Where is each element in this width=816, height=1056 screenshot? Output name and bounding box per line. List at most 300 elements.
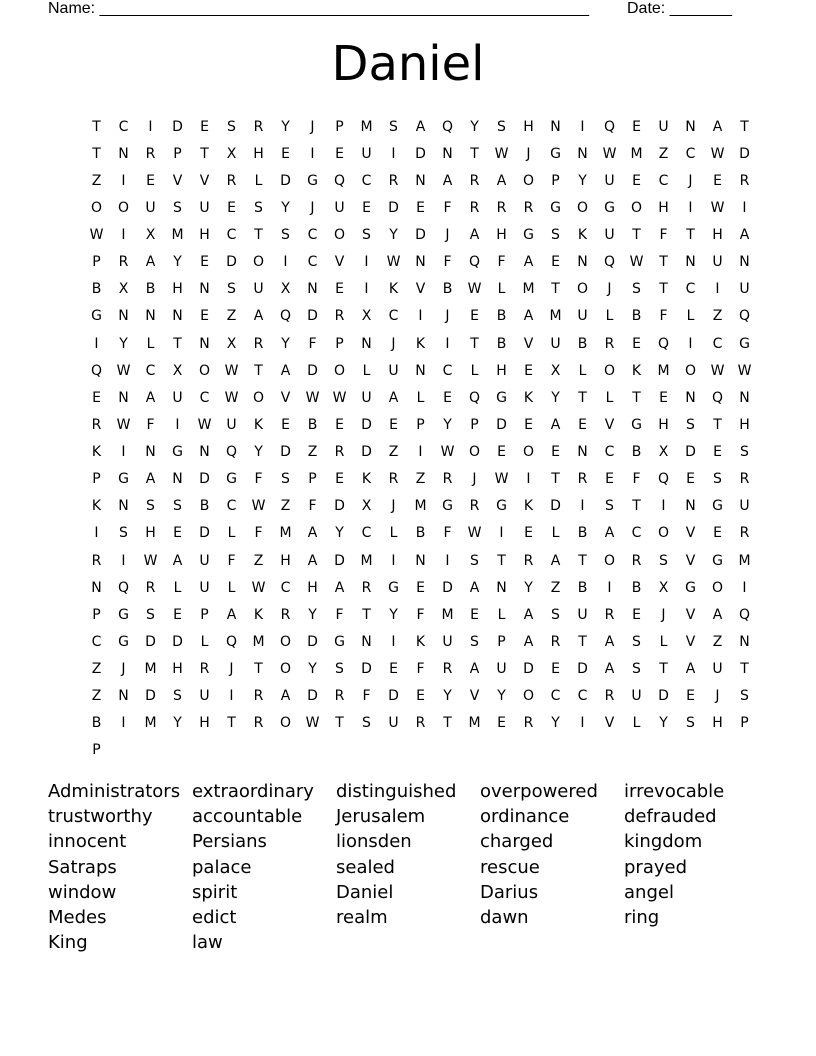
- grid-letter[interactable]: I: [391, 552, 396, 569]
- grid-letter[interactable]: S: [173, 688, 182, 705]
- grid-letter[interactable]: Y: [551, 715, 560, 732]
- grid-letter[interactable]: E: [551, 444, 560, 461]
- grid-letter[interactable]: B: [145, 281, 156, 298]
- grid-letter[interactable]: E: [632, 335, 641, 352]
- grid-letter[interactable]: W: [494, 145, 509, 162]
- grid-letter[interactable]: C: [361, 172, 372, 189]
- grid-letter[interactable]: T: [335, 715, 344, 732]
- grid-letter[interactable]: B: [631, 444, 642, 461]
- grid-letter[interactable]: P: [308, 471, 317, 488]
- grid-letter[interactable]: W: [467, 525, 482, 542]
- grid-letter[interactable]: C: [145, 362, 156, 379]
- grid-letter[interactable]: W: [629, 254, 644, 271]
- grid-letter[interactable]: I: [283, 254, 288, 271]
- grid-letter[interactable]: R: [361, 579, 372, 596]
- grid-letter[interactable]: N: [685, 389, 696, 406]
- grid-letter[interactable]: T: [551, 281, 560, 298]
- grid-letter[interactable]: A: [280, 362, 291, 379]
- grid-letter[interactable]: F: [443, 199, 452, 216]
- grid-letter[interactable]: D: [226, 254, 237, 271]
- grid-letter[interactable]: W: [143, 552, 158, 569]
- grid-letter[interactable]: T: [713, 416, 722, 433]
- grid-letter[interactable]: E: [335, 416, 344, 433]
- grid-letter[interactable]: H: [199, 715, 210, 732]
- grid-letter[interactable]: P: [335, 335, 344, 352]
- grid-letter[interactable]: R: [118, 254, 129, 271]
- grid-letter[interactable]: E: [389, 416, 398, 433]
- grid-letter[interactable]: C: [658, 172, 669, 189]
- grid-letter[interactable]: I: [742, 579, 747, 596]
- grid-letter[interactable]: X: [226, 335, 237, 352]
- grid-letter[interactable]: K: [631, 362, 642, 379]
- grid-letter[interactable]: Z: [91, 688, 102, 705]
- grid-letter[interactable]: T: [470, 145, 479, 162]
- grid-letter[interactable]: D: [388, 199, 399, 216]
- grid-letter[interactable]: R: [334, 308, 345, 325]
- grid-letter[interactable]: S: [605, 498, 614, 515]
- grid-letter[interactable]: S: [146, 498, 155, 515]
- grid-letter[interactable]: O: [279, 633, 292, 650]
- grid-letter[interactable]: L: [551, 525, 560, 542]
- grid-letter[interactable]: U: [199, 579, 210, 596]
- grid-letter[interactable]: A: [469, 661, 480, 678]
- grid-letter[interactable]: T: [551, 471, 560, 488]
- grid-letter[interactable]: Q: [117, 579, 130, 596]
- grid-letter[interactable]: E: [632, 118, 641, 135]
- grid-letter[interactable]: D: [415, 145, 426, 162]
- grid-letter[interactable]: S: [632, 661, 641, 678]
- grid-letter[interactable]: T: [173, 335, 182, 352]
- grid-letter[interactable]: D: [199, 525, 210, 542]
- grid-letter[interactable]: G: [172, 444, 183, 461]
- grid-letter[interactable]: S: [362, 715, 371, 732]
- grid-letter[interactable]: O: [522, 688, 535, 705]
- grid-letter[interactable]: N: [118, 308, 129, 325]
- grid-letter[interactable]: U: [496, 661, 507, 678]
- grid-letter[interactable]: C: [685, 281, 696, 298]
- grid-letter[interactable]: W: [89, 227, 104, 244]
- grid-letter[interactable]: I: [121, 444, 126, 461]
- grid-letter[interactable]: E: [416, 579, 425, 596]
- grid-letter[interactable]: E: [335, 471, 344, 488]
- grid-letter[interactable]: C: [604, 444, 615, 461]
- grid-letter[interactable]: U: [712, 661, 723, 678]
- grid-letter[interactable]: U: [658, 118, 669, 135]
- grid-letter[interactable]: B: [91, 281, 102, 298]
- grid-letter[interactable]: J: [310, 118, 315, 135]
- grid-letter[interactable]: F: [497, 254, 506, 271]
- grid-letter[interactable]: Z: [415, 471, 426, 488]
- grid-letter[interactable]: T: [443, 715, 452, 732]
- grid-letter[interactable]: M: [738, 552, 751, 569]
- grid-letter[interactable]: T: [497, 552, 506, 569]
- grid-letter[interactable]: V: [523, 335, 534, 352]
- grid-letter[interactable]: R: [739, 471, 750, 488]
- grid-letter[interactable]: O: [333, 362, 346, 379]
- grid-letter[interactable]: S: [173, 199, 182, 216]
- grid-letter[interactable]: T: [578, 633, 587, 650]
- grid-letter[interactable]: I: [499, 525, 504, 542]
- grid-letter[interactable]: T: [578, 552, 587, 569]
- grid-letter[interactable]: W: [710, 199, 725, 216]
- grid-letter[interactable]: E: [524, 525, 533, 542]
- grid-letter[interactable]: G: [91, 308, 102, 325]
- grid-letter[interactable]: E: [497, 444, 506, 461]
- grid-letter[interactable]: U: [388, 715, 399, 732]
- grid-letter[interactable]: H: [658, 416, 669, 433]
- grid-letter[interactable]: S: [740, 444, 749, 461]
- grid-letter[interactable]: N: [685, 254, 696, 271]
- grid-letter[interactable]: R: [280, 606, 291, 623]
- grid-letter[interactable]: E: [200, 118, 209, 135]
- grid-letter[interactable]: A: [307, 525, 318, 542]
- grid-letter[interactable]: U: [604, 172, 615, 189]
- grid-letter[interactable]: U: [361, 145, 372, 162]
- grid-letter[interactable]: L: [389, 525, 398, 542]
- grid-letter[interactable]: K: [91, 498, 102, 515]
- grid-letter[interactable]: G: [388, 579, 399, 596]
- grid-letter[interactable]: N: [496, 579, 507, 596]
- grid-letter[interactable]: V: [685, 525, 696, 542]
- grid-letter[interactable]: N: [442, 145, 453, 162]
- grid-letter[interactable]: W: [251, 498, 266, 515]
- grid-letter[interactable]: R: [469, 199, 480, 216]
- grid-letter[interactable]: Q: [333, 172, 346, 189]
- grid-letter[interactable]: Y: [551, 389, 560, 406]
- grid-letter[interactable]: A: [712, 606, 723, 623]
- grid-letter[interactable]: N: [415, 362, 426, 379]
- grid-letter[interactable]: J: [688, 172, 693, 189]
- grid-letter[interactable]: E: [605, 471, 614, 488]
- grid-letter[interactable]: T: [254, 362, 263, 379]
- grid-letter[interactable]: N: [199, 281, 210, 298]
- grid-letter[interactable]: F: [416, 606, 425, 623]
- grid-letter[interactable]: E: [578, 416, 587, 433]
- grid-letter[interactable]: A: [145, 471, 156, 488]
- grid-letter[interactable]: C: [91, 633, 102, 650]
- grid-letter[interactable]: H: [496, 227, 507, 244]
- grid-letter[interactable]: O: [333, 227, 346, 244]
- grid-letter[interactable]: G: [739, 335, 750, 352]
- grid-letter[interactable]: I: [445, 335, 450, 352]
- grid-letter[interactable]: J: [391, 335, 396, 352]
- grid-letter[interactable]: I: [121, 227, 126, 244]
- grid-letter[interactable]: V: [334, 254, 345, 271]
- grid-letter[interactable]: Z: [307, 444, 318, 461]
- grid-letter[interactable]: M: [360, 552, 373, 569]
- grid-letter[interactable]: I: [364, 281, 369, 298]
- grid-letter[interactable]: D: [523, 661, 534, 678]
- grid-letter[interactable]: X: [658, 579, 669, 596]
- grid-letter[interactable]: L: [605, 389, 614, 406]
- grid-letter[interactable]: I: [175, 416, 180, 433]
- grid-letter[interactable]: T: [254, 227, 263, 244]
- grid-letter[interactable]: H: [307, 579, 318, 596]
- grid-letter[interactable]: J: [607, 281, 612, 298]
- grid-letter[interactable]: W: [737, 362, 752, 379]
- grid-letter[interactable]: N: [91, 579, 102, 596]
- grid-letter[interactable]: Y: [335, 525, 344, 542]
- grid-letter[interactable]: G: [334, 633, 345, 650]
- grid-letter[interactable]: K: [388, 281, 399, 298]
- grid-letter[interactable]: K: [361, 471, 372, 488]
- grid-letter[interactable]: Z: [91, 172, 102, 189]
- grid-letter[interactable]: O: [468, 444, 481, 461]
- grid-letter[interactable]: Y: [281, 118, 290, 135]
- grid-letter[interactable]: O: [117, 199, 130, 216]
- grid-letter[interactable]: U: [739, 281, 750, 298]
- grid-letter[interactable]: D: [388, 688, 399, 705]
- grid-letter[interactable]: H: [712, 715, 723, 732]
- grid-letter[interactable]: A: [172, 552, 183, 569]
- grid-letter[interactable]: R: [253, 688, 264, 705]
- grid-letter[interactable]: U: [442, 633, 453, 650]
- grid-letter[interactable]: I: [661, 498, 666, 515]
- grid-letter[interactable]: G: [226, 471, 237, 488]
- grid-letter[interactable]: X: [280, 281, 291, 298]
- grid-letter[interactable]: R: [442, 661, 453, 678]
- grid-letter[interactable]: N: [577, 254, 588, 271]
- grid-letter[interactable]: E: [416, 688, 425, 705]
- grid-letter[interactable]: D: [280, 444, 291, 461]
- grid-letter[interactable]: I: [121, 172, 126, 189]
- grid-letter[interactable]: J: [715, 688, 720, 705]
- grid-letter[interactable]: J: [661, 606, 666, 623]
- grid-letter[interactable]: R: [523, 199, 534, 216]
- grid-letter[interactable]: D: [334, 498, 345, 515]
- grid-letter[interactable]: B: [415, 525, 426, 542]
- grid-letter[interactable]: L: [254, 172, 263, 189]
- grid-letter[interactable]: F: [335, 606, 344, 623]
- grid-letter[interactable]: Q: [468, 389, 481, 406]
- grid-letter[interactable]: Q: [657, 471, 670, 488]
- grid-letter[interactable]: D: [145, 633, 156, 650]
- grid-letter[interactable]: Q: [441, 118, 454, 135]
- grid-letter[interactable]: A: [280, 688, 291, 705]
- grid-letter[interactable]: E: [92, 389, 101, 406]
- grid-letter[interactable]: A: [496, 172, 507, 189]
- grid-letter[interactable]: O: [90, 199, 103, 216]
- grid-letter[interactable]: M: [657, 362, 670, 379]
- grid-letter[interactable]: O: [576, 281, 589, 298]
- grid-letter[interactable]: E: [146, 172, 155, 189]
- grid-letter[interactable]: I: [580, 498, 585, 515]
- grid-letter[interactable]: S: [389, 118, 398, 135]
- grid-letter[interactable]: M: [144, 715, 157, 732]
- grid-letter[interactable]: U: [712, 254, 723, 271]
- grid-letter[interactable]: I: [526, 471, 531, 488]
- grid-letter[interactable]: R: [604, 335, 615, 352]
- grid-letter[interactable]: T: [92, 145, 101, 162]
- grid-letter[interactable]: Y: [659, 715, 668, 732]
- grid-letter[interactable]: R: [388, 172, 399, 189]
- grid-letter[interactable]: Z: [226, 308, 237, 325]
- grid-letter[interactable]: V: [280, 389, 291, 406]
- grid-letter[interactable]: N: [685, 118, 696, 135]
- grid-letter[interactable]: P: [92, 471, 101, 488]
- grid-letter[interactable]: I: [418, 308, 423, 325]
- grid-letter[interactable]: B: [496, 335, 507, 352]
- grid-letter[interactable]: L: [173, 579, 182, 596]
- grid-letter[interactable]: G: [550, 145, 561, 162]
- grid-letter[interactable]: S: [497, 118, 506, 135]
- grid-letter[interactable]: N: [361, 335, 372, 352]
- grid-letter[interactable]: G: [496, 498, 507, 515]
- grid-letter[interactable]: F: [632, 471, 641, 488]
- grid-letter[interactable]: O: [522, 444, 535, 461]
- grid-letter[interactable]: J: [445, 308, 450, 325]
- grid-letter[interactable]: A: [550, 552, 561, 569]
- grid-letter[interactable]: N: [118, 389, 129, 406]
- grid-letter[interactable]: S: [173, 498, 182, 515]
- grid-letter[interactable]: A: [604, 525, 615, 542]
- grid-letter[interactable]: E: [389, 661, 398, 678]
- grid-letter[interactable]: F: [443, 254, 452, 271]
- grid-letter[interactable]: U: [604, 227, 615, 244]
- grid-letter[interactable]: G: [118, 471, 129, 488]
- grid-letter[interactable]: R: [604, 606, 615, 623]
- grid-letter[interactable]: T: [659, 281, 668, 298]
- grid-letter[interactable]: W: [440, 444, 455, 461]
- grid-letter[interactable]: M: [414, 498, 427, 515]
- grid-letter[interactable]: Q: [738, 606, 751, 623]
- grid-letter[interactable]: D: [199, 471, 210, 488]
- grid-letter[interactable]: X: [658, 444, 669, 461]
- grid-letter[interactable]: P: [335, 118, 344, 135]
- grid-letter[interactable]: G: [604, 199, 615, 216]
- grid-letter[interactable]: C: [226, 498, 237, 515]
- grid-letter[interactable]: R: [253, 715, 264, 732]
- grid-letter[interactable]: Y: [308, 606, 317, 623]
- grid-letter[interactable]: W: [710, 362, 725, 379]
- grid-letter[interactable]: K: [253, 606, 264, 623]
- grid-letter[interactable]: N: [739, 633, 750, 650]
- grid-letter[interactable]: N: [739, 389, 750, 406]
- grid-letter[interactable]: E: [524, 362, 533, 379]
- grid-letter[interactable]: I: [229, 688, 234, 705]
- grid-letter[interactable]: J: [472, 471, 477, 488]
- grid-letter[interactable]: U: [253, 281, 264, 298]
- grid-letter[interactable]: D: [307, 362, 318, 379]
- grid-letter[interactable]: Y: [389, 227, 398, 244]
- grid-letter[interactable]: X: [145, 227, 156, 244]
- grid-letter[interactable]: D: [172, 118, 183, 135]
- grid-letter[interactable]: Q: [225, 444, 238, 461]
- grid-letter[interactable]: P: [416, 416, 425, 433]
- grid-letter[interactable]: N: [118, 498, 129, 515]
- grid-letter[interactable]: P: [200, 606, 209, 623]
- grid-letter[interactable]: S: [659, 552, 668, 569]
- grid-letter[interactable]: B: [577, 335, 588, 352]
- grid-letter[interactable]: I: [688, 335, 693, 352]
- grid-letter[interactable]: G: [523, 227, 534, 244]
- grid-letter[interactable]: I: [742, 199, 747, 216]
- grid-letter[interactable]: U: [739, 498, 750, 515]
- grid-letter[interactable]: A: [415, 118, 426, 135]
- grid-letter[interactable]: R: [496, 199, 507, 216]
- grid-letter[interactable]: Q: [468, 254, 481, 271]
- grid-letter[interactable]: U: [172, 389, 183, 406]
- grid-letter[interactable]: W: [332, 389, 347, 406]
- grid-letter[interactable]: T: [362, 606, 371, 623]
- grid-letter[interactable]: E: [713, 525, 722, 542]
- grid-letter[interactable]: W: [467, 281, 482, 298]
- grid-letter[interactable]: C: [199, 389, 210, 406]
- grid-letter[interactable]: K: [253, 416, 264, 433]
- grid-letter[interactable]: R: [523, 552, 534, 569]
- grid-letter[interactable]: V: [415, 281, 426, 298]
- grid-letter[interactable]: W: [251, 579, 266, 596]
- grid-letter[interactable]: Y: [443, 688, 452, 705]
- grid-letter[interactable]: C: [442, 362, 453, 379]
- grid-letter[interactable]: A: [550, 416, 561, 433]
- grid-letter[interactable]: S: [713, 471, 722, 488]
- grid-letter[interactable]: Z: [550, 579, 561, 596]
- grid-letter[interactable]: R: [334, 688, 345, 705]
- grid-letter[interactable]: R: [739, 525, 750, 542]
- grid-letter[interactable]: E: [173, 525, 182, 542]
- grid-letter[interactable]: Y: [281, 199, 290, 216]
- grid-letter[interactable]: L: [632, 715, 641, 732]
- grid-letter[interactable]: N: [361, 633, 372, 650]
- grid-letter[interactable]: N: [577, 145, 588, 162]
- grid-letter[interactable]: Y: [389, 606, 398, 623]
- grid-letter[interactable]: M: [468, 715, 481, 732]
- grid-letter[interactable]: N: [145, 444, 156, 461]
- grid-letter[interactable]: H: [253, 145, 264, 162]
- grid-letter[interactable]: I: [391, 633, 396, 650]
- grid-letter[interactable]: E: [335, 281, 344, 298]
- grid-letter[interactable]: N: [199, 335, 210, 352]
- grid-letter[interactable]: O: [576, 199, 589, 216]
- grid-letter[interactable]: T: [632, 498, 641, 515]
- grid-letter[interactable]: T: [632, 227, 641, 244]
- grid-letter[interactable]: I: [94, 335, 99, 352]
- grid-letter[interactable]: E: [200, 254, 209, 271]
- grid-letter[interactable]: O: [711, 579, 724, 596]
- grid-letter[interactable]: G: [442, 498, 453, 515]
- grid-letter[interactable]: T: [470, 335, 479, 352]
- grid-letter[interactable]: I: [580, 715, 585, 732]
- grid-letter[interactable]: N: [415, 254, 426, 271]
- grid-letter[interactable]: Z: [253, 552, 264, 569]
- grid-letter[interactable]: H: [199, 227, 210, 244]
- grid-letter[interactable]: H: [145, 525, 156, 542]
- grid-letter[interactable]: M: [549, 308, 562, 325]
- grid-letter[interactable]: R: [631, 552, 642, 569]
- grid-letter[interactable]: U: [577, 606, 588, 623]
- grid-letter[interactable]: W: [116, 362, 131, 379]
- grid-letter[interactable]: A: [469, 579, 480, 596]
- grid-letter[interactable]: D: [361, 661, 372, 678]
- grid-letter[interactable]: X: [361, 498, 372, 515]
- grid-letter[interactable]: B: [631, 308, 642, 325]
- grid-letter[interactable]: E: [497, 715, 506, 732]
- grid-letter[interactable]: W: [494, 471, 509, 488]
- grid-letter[interactable]: F: [659, 308, 668, 325]
- grid-letter[interactable]: L: [227, 525, 236, 542]
- grid-letter[interactable]: C: [307, 254, 318, 271]
- grid-letter[interactable]: A: [604, 661, 615, 678]
- grid-letter[interactable]: Q: [738, 308, 751, 325]
- grid-letter[interactable]: Q: [657, 335, 670, 352]
- grid-letter[interactable]: Q: [603, 118, 616, 135]
- grid-letter[interactable]: D: [577, 661, 588, 678]
- grid-letter[interactable]: G: [712, 498, 723, 515]
- grid-letter[interactable]: N: [145, 308, 156, 325]
- grid-letter[interactable]: S: [281, 471, 290, 488]
- grid-letter[interactable]: W: [197, 416, 212, 433]
